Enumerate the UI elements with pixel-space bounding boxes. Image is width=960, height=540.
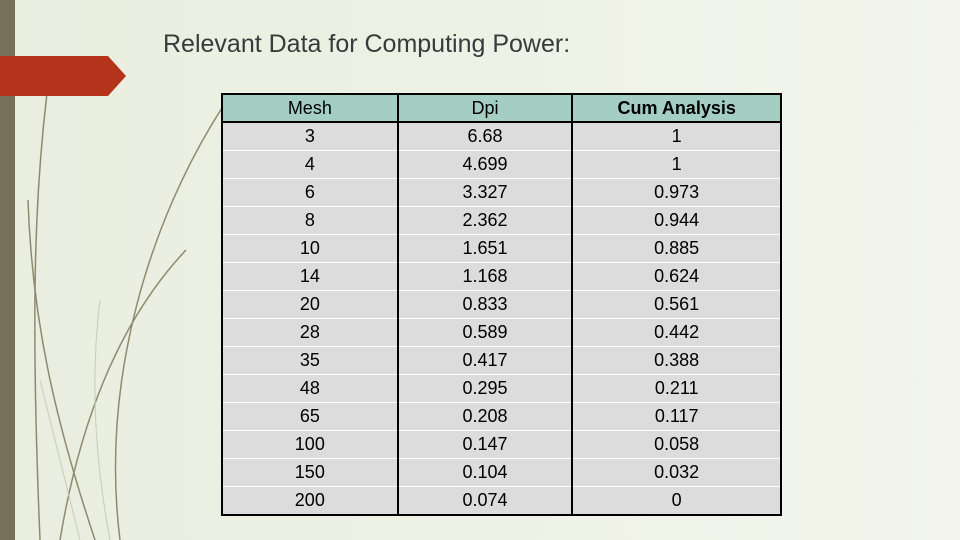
cell-mesh: 3 [222, 122, 398, 151]
cell-dpi: 0.589 [398, 319, 573, 347]
slide-title: Relevant Data for Computing Power: [163, 30, 571, 58]
cell-mesh: 35 [222, 347, 398, 375]
header-mesh: Mesh [222, 94, 398, 122]
cell-mesh: 65 [222, 403, 398, 431]
cell-dpi: 0.833 [398, 291, 573, 319]
table-header-row [222, 94, 781, 122]
cell-mesh: 14 [222, 263, 398, 291]
cell-dpi: 0.417 [398, 347, 573, 375]
cell-mesh: 8 [222, 207, 398, 235]
table-row [222, 431, 781, 459]
data-table [221, 93, 782, 516]
cell-dpi: 0.295 [398, 375, 573, 403]
cell-dpi: 3.327 [398, 179, 573, 207]
table-row [222, 207, 781, 235]
table-row [222, 235, 781, 263]
table-body [222, 122, 781, 515]
cell-mesh: 48 [222, 375, 398, 403]
table-row [222, 347, 781, 375]
cell-cum-analysis: 0 [572, 487, 781, 516]
cell-cum-analysis: 0.973 [572, 179, 781, 207]
cell-mesh: 150 [222, 459, 398, 487]
cell-cum-analysis: 0.885 [572, 235, 781, 263]
cell-dpi: 6.68 [398, 122, 573, 151]
table-row [222, 263, 781, 291]
cell-dpi: 2.362 [398, 207, 573, 235]
cell-cum-analysis: 0.944 [572, 207, 781, 235]
table-row [222, 459, 781, 487]
cell-mesh: 10 [222, 235, 398, 263]
table-row [222, 403, 781, 431]
cell-cum-analysis: 0.442 [572, 319, 781, 347]
cell-dpi: 1.168 [398, 263, 573, 291]
table-row [222, 291, 781, 319]
cell-cum-analysis: 0.561 [572, 291, 781, 319]
cell-cum-analysis: 0.624 [572, 263, 781, 291]
header-dpi: Dpi [398, 94, 573, 122]
table-row [222, 487, 781, 516]
cell-mesh: 6 [222, 179, 398, 207]
cell-mesh: 20 [222, 291, 398, 319]
cell-dpi: 0.104 [398, 459, 573, 487]
cell-cum-analysis: 0.211 [572, 375, 781, 403]
cell-cum-analysis: 0.058 [572, 431, 781, 459]
cell-dpi: 1.651 [398, 235, 573, 263]
cell-cum-analysis: 0.032 [572, 459, 781, 487]
cell-dpi: 4.699 [398, 151, 573, 179]
cell-mesh: 4 [222, 151, 398, 179]
cell-cum-analysis: 1 [572, 122, 781, 151]
accent-tab [0, 56, 126, 96]
cell-cum-analysis: 1 [572, 151, 781, 179]
cell-mesh: 100 [222, 431, 398, 459]
table-row [222, 319, 781, 347]
table-row [222, 151, 781, 179]
cell-dpi: 0.074 [398, 487, 573, 516]
table-row [222, 179, 781, 207]
cell-dpi: 0.208 [398, 403, 573, 431]
table-row [222, 375, 781, 403]
cell-mesh: 28 [222, 319, 398, 347]
cell-mesh: 200 [222, 487, 398, 516]
cell-cum-analysis: 0.388 [572, 347, 781, 375]
header-cum-analysis: Cum Analysis [572, 94, 781, 122]
table-row [222, 122, 781, 151]
cell-cum-analysis: 0.117 [572, 403, 781, 431]
cell-dpi: 0.147 [398, 431, 573, 459]
